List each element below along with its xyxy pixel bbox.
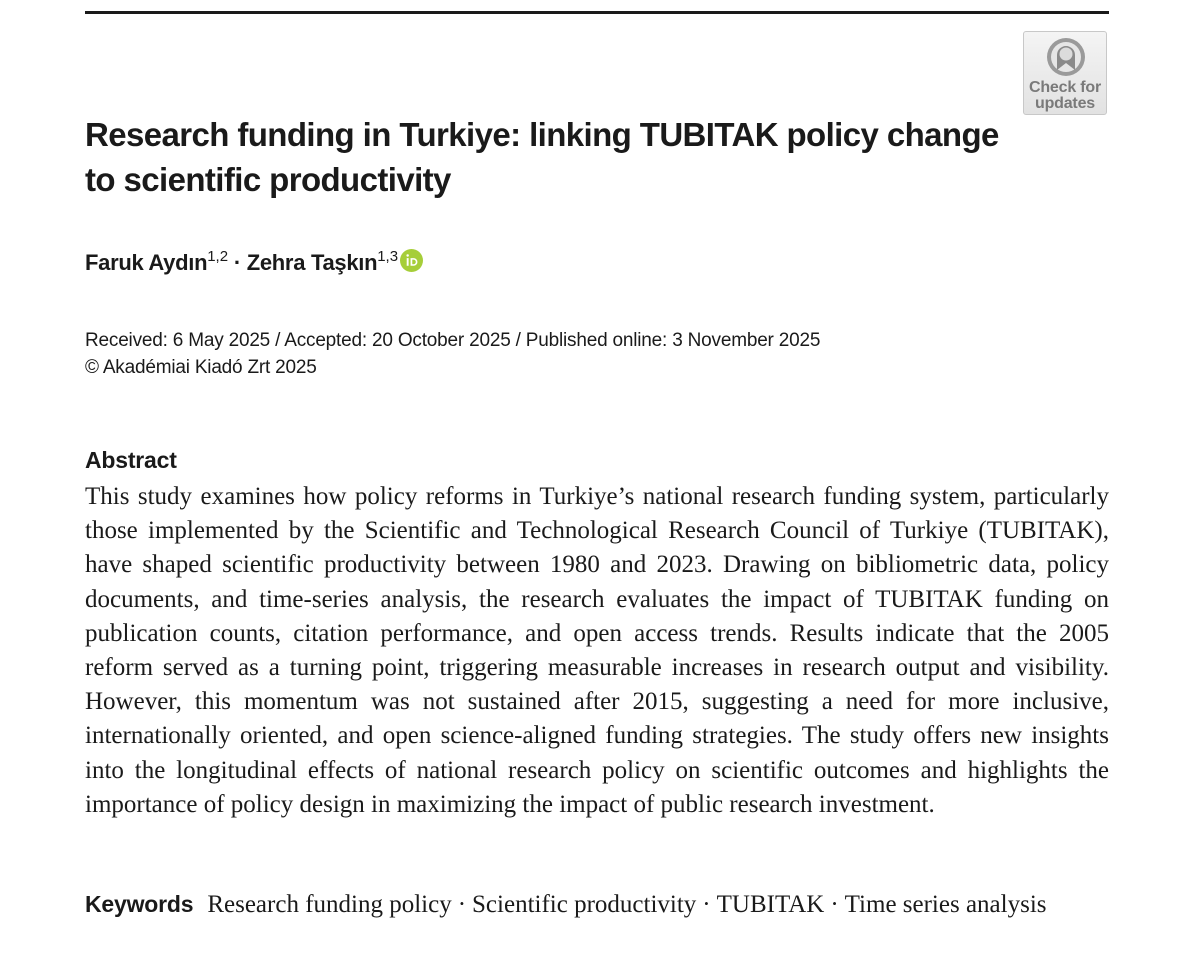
- abstract-text: This study examines how policy reforms in Turkiye’s national research funding system, particularly those implemented by the Scientific and Technological Research Council of Turkiye (TUBITAK), have shaped scientific productivity between 1980 and 2023. Drawing on bibliometric data, policy documents, and time-series analysis, the research evaluates the impact of TUBITAK funding on publication counts, citation performance, and open access trends. Results indicate that the 2005 reform served as a turning point, triggering measurable increases in research output and visibility. However, this momentum was not sustained after 2015, suggesting a need for more inclusive, internationally oriented, and open science-aligned funding strategies. The study offers new insights into the longitudinal effects of national research policy on scientific outcomes and highlights the importance of policy design in maximizing the impact of public research investment.: [85, 483, 1109, 818]
- keyword: Scientific productivity: [472, 891, 697, 918]
- keyword-separator: ·: [702, 891, 711, 918]
- publication-history: [85, 327, 820, 381]
- badge-line-2: updates: [1035, 95, 1095, 112]
- keyword: Time series analysis: [844, 891, 1047, 918]
- abstract-heading: Abstract: [85, 447, 177, 473]
- check-for-updates-label: [1024, 80, 1106, 112]
- copyright-line: © Akadémiai Kiadó Zrt 2025: [85, 357, 317, 378]
- author-list: [85, 248, 423, 280]
- top-rule: [85, 11, 1109, 14]
- dates-line: Received: 6 May 2025 / Accepted: 20 October 2025 / Published online: 3 November 2025: [85, 330, 821, 351]
- keyword-separator: ·: [457, 891, 467, 918]
- author-separator: ·: [233, 250, 241, 275]
- orcid-icon[interactable]: [400, 249, 423, 280]
- keyword-separator: ·: [830, 891, 839, 918]
- article-title: Research funding in Turkiye: linking TUBITAK policy change to scientific productivity: [85, 116, 999, 198]
- keywords: [85, 887, 1085, 922]
- keyword: Research funding policy: [207, 891, 452, 918]
- crossmark-icon: [1045, 36, 1087, 78]
- author-affiliation[interactable]: 1,3: [377, 248, 399, 265]
- check-for-updates-badge[interactable]: [1023, 31, 1107, 115]
- author-name[interactable]: Faruk Aydın: [85, 250, 208, 275]
- author-affiliation[interactable]: 1,2: [207, 248, 229, 265]
- keywords-label: Keywords: [85, 891, 194, 917]
- keyword: TUBITAK: [716, 891, 825, 918]
- badge-line-1: Check for: [1029, 79, 1101, 96]
- author-name[interactable]: Zehra Taşkın: [246, 250, 378, 275]
